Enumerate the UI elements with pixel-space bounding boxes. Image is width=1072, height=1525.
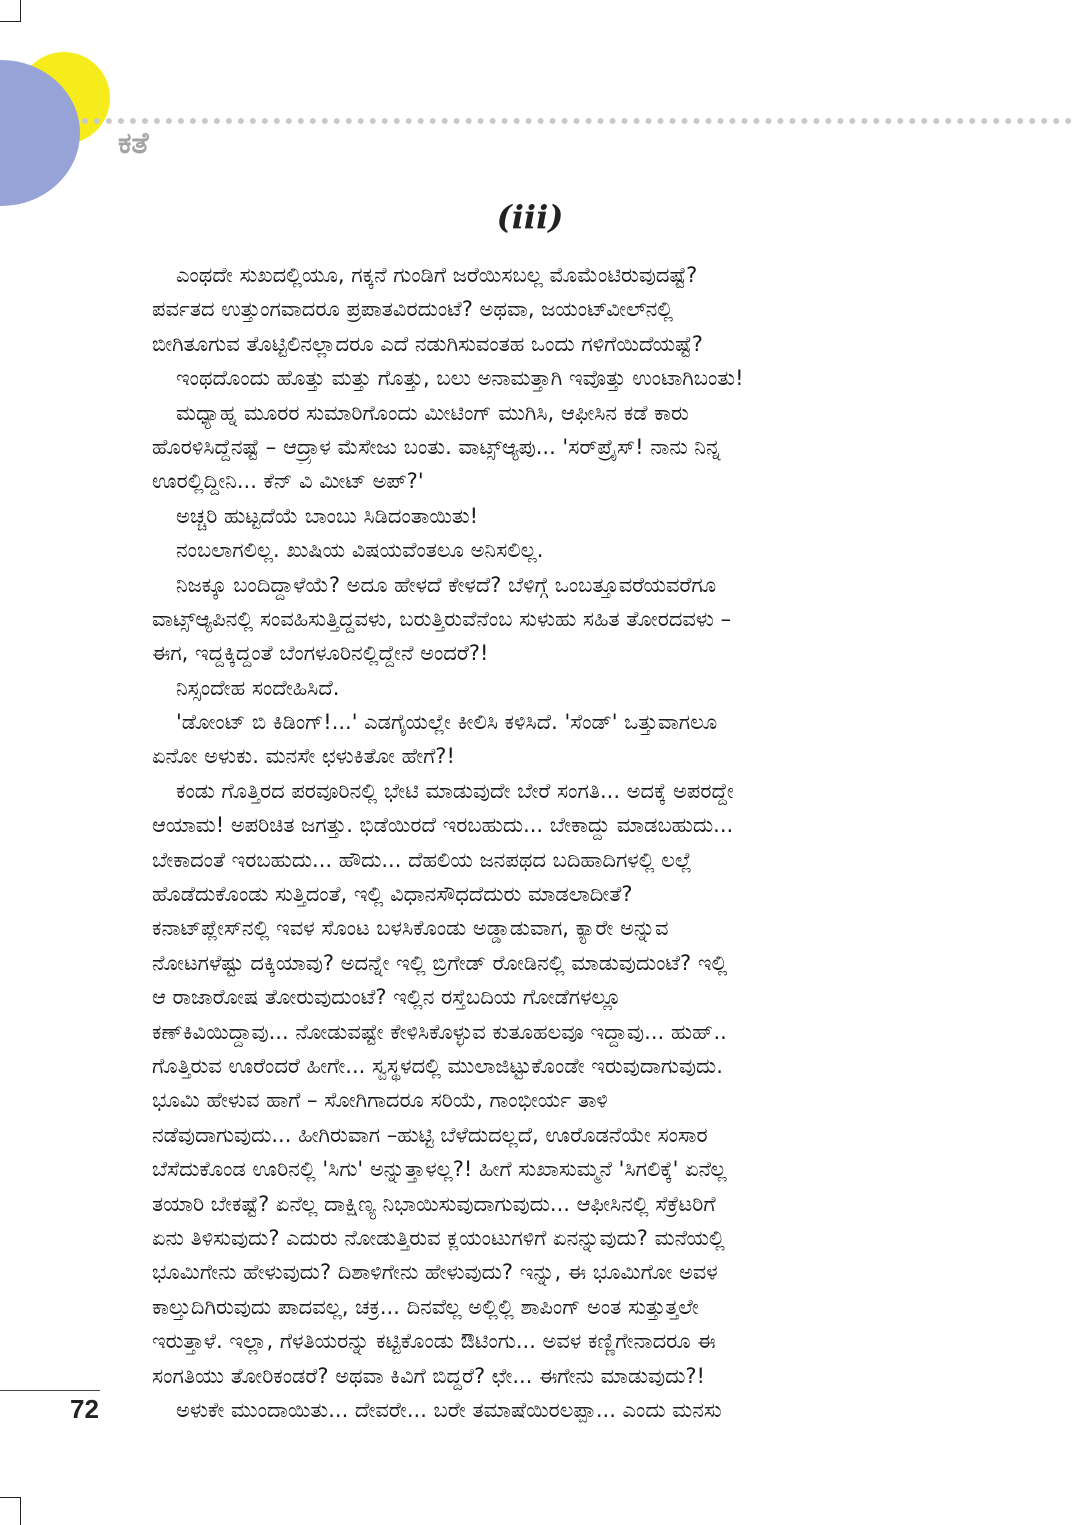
text-line: ಕಾಲ್ತುದಿಗಿರುವುದು ಪಾದವಲ್ಲ, ಚಕ್ರ... ದಿನವೆಲ್ಲ ಅಲ್ಲಿಲ್ಲಿ ಶಾಪಿಂಗ್ ಅಂತ ಸುತ್ತುತ್ತಲೇ [152, 1294, 699, 1319]
text-line: ನಿಜಕ್ಕೂ ಬಂದಿದ್ದಾಳೆಯೆ? ಅದೂ ಹೇಳದೆ ಕೇಳದೆ? ಬೆಳಿಗ್ಗೆ ಒಂಬತ್ತೂವರೆಯವರೆಗೂ [176, 572, 717, 597]
text-line: ಮಧ್ಯಾಹ್ನ ಮೂರರ ಸುಮಾರಿಗೊಂದು ಮೀಟಿಂಗ್ ಮುಗಿಸಿ, ಆಫೀಸಿನ ಕಡೆ ಕಾರು [176, 400, 689, 425]
story-text [152, 258, 902, 1427]
text-line: ನೋಟಗಳೆಷ್ಟು ದಕ್ಕಿಯಾವು? ಅದನ್ನೇ ಇಲ್ಲಿ ಬ್ರಿಗೇಡ್ ರೋಡಿನಲ್ಲಿ ಮಾಡುವುದುಂಟೆ? ಇಲ್ಲಿ [152, 950, 728, 975]
text-line: ಅಳುಕೇ ಮುಂದಾಯಿತು... ದೇವರೇ... ಬರೇ ತಮಾಷೆಯಿರಲಪ್ಪಾ... ಎಂದು ಮನಸು [176, 1397, 722, 1422]
text-line: ಹೊರಳಿಸಿದ್ದೆನಷ್ಟೆ – ಆದ್ರ್ರಾಳ ಮೆಸೇಜು ಬಂತು. ವಾಟ್ಸ್‌ಆ್ಯಪು... 'ಸರ್‌ಪ್ರೈಸ್! ನಾನು ನಿನ್ನ [152, 434, 721, 459]
text-line: ಕಂಡು ಗೊತ್ತಿರದ ಪರವೂರಿನಲ್ಲಿ ಭೇಟಿ ಮಾಡುವುದೇ ಬೇರೆ ಸಂಗತಿ... ಅದಕ್ಕೆ ಅಪರದ್ದೇ [176, 778, 734, 803]
text-line: ಏನು ತಿಳಿಸುವುದು? ಎದುರು ನೋಡುತ್ತಿರುವ ಕ್ಲಯಂಟುಗಳಿಗೆ ಏನನ್ನುವುದು? ಮನೆಯಲ್ಲಿ [152, 1225, 725, 1250]
section-label: ಕತೆ [118, 126, 149, 161]
text-line: ಎಂಥದೇ ಸುಖದಲ್ಲಿಯೂ, ಗಕ್ಕನೆ ಗುಂಡಿಗೆ ಜರೆಯಿಸಬಲ್ಲ ಮೊಮೆಂಟಿರುವುದಷ್ಟೆ? [176, 263, 698, 287]
crop-mark-bottom-vertical [20, 1497, 21, 1525]
text-line: ಊರಲ್ಲಿದ್ದೀನಿ... ಕೆನ್ ವಿ ಮೀಟ್ ಅಪ್?' [152, 469, 424, 494]
text-line: ಭೂಮಿ ಹೇಳುವ ಹಾಗೆ – ಸೋಗಿಗಾದರೂ ಸರಿಯೆ, ಗಾಂಭೀರ್ಯ ತಾಳಿ [152, 1088, 608, 1113]
text-line: ಸಂಗತಿಯು ತೋರಿಕಂಡರೆ? ಅಥವಾ ಕಿವಿಗೆ ಬಿದ್ದರೆ? ಛೇ... ಈಗೇನು ಮಾಡುವುದು?! [152, 1363, 705, 1388]
text-line: ಕಣ್‌ಕಿವಿಯಿದ್ದಾವು... ನೋಡುವಷ್ಟೇ ಕೇಳಿಸಿಕೊಳ್ಳುವ ಕುತೂಹಲವೂ ಇದ್ದಾವು... ಹುಹ್.. [152, 1019, 727, 1044]
text-line: ನಡೆವುದಾಗುವುದು... ಹೀಗಿರುವಾಗ –ಹುಟ್ಟಿ ಬೆಳೆದುದಲ್ಲದೆ, ಊರೊಡನೆಯೇ ಸಂಸಾರ [152, 1122, 708, 1147]
page-number: 72 [70, 1394, 99, 1424]
text-line: ತಯಾರಿ ಬೇಕಷ್ಟೆ? ಏನೆಲ್ಲ ದಾಕ್ಷಿಣ್ಯ ನಿಭಾಯಿಸುವುದಾಗುವುದು... ಆಫೀಸಿನಲ್ಲಿ ಸೆಕ್ರೆಟರಿಗೆ [152, 1191, 716, 1216]
crop-mark-top-vertical [20, 0, 21, 22]
part-heading: (iii) [496, 198, 564, 236]
text-line: 'ಡೋಂಟ್ ಬಿ ಕಿಡಿಂಗ್!...' ಎಡಗೈಯಲ್ಲೇ ಕೀಲಿಸಿ ಕಳಿಸಿದೆ. 'ಸೆಂಡ್' ಒತ್ತುವಾಗಲೂ [176, 710, 718, 735]
text-line: ಆಯಾಮ! ಅಪರಿಚಿತ ಜಗತ್ತು. ಭಿಡೆಯಿರದೆ ಇರಬಹುದು... ಬೇಕಾದ್ದು ಮಾಡಬಹುದು... [152, 813, 734, 838]
folio-rule [0, 1390, 100, 1391]
text-line: ಇಂಥದೊಂದು ಹೊತ್ತು ಮತ್ತು ಗೊತ್ತು, ಬಲು ಅನಾಮತ್ತಾಗಿ ಇವೊತ್ತು ಉಂಟಾಗಿಬಂತು! [176, 366, 744, 391]
header-dotted-rule [82, 118, 1072, 124]
text-line: ಭೂಮಿಗೇನು ಹೇಳುವುದು? ದಿಶಾಳಿಗೇನು ಹೇಳುವುದು? ಇನ್ನು, ಈ ಭೂಮಿಗೋ ಅವಳ [152, 1260, 718, 1285]
text-line: ಆ ರಾಜಾರೋಷ ತೋರುವುದುಂಟೆ? ಇಲ್ಲಿನ ರಸ್ತೆಬದಿಯ ಗೋಡೆಗಳಲ್ಲೂ [152, 985, 622, 1010]
text-line: ಈಗ, ಇದ್ದಕ್ಕಿದ್ದಂತೆ ಬೆಂಗಳೂರಿನಲ್ಲಿದ್ದೇನೆ ಅಂದರೆ?! [152, 641, 489, 666]
text-line: ಏನೋ ಅಳುಕು. ಮನಸೇ ಛಳುಕಿತೋ ಹೇಗೆ?! [152, 744, 455, 769]
text-line: ಅಚ್ಚರಿ ಹುಟ್ಟದೆಯೆ ಬಾಂಬು ಸಿಡಿದಂತಾಯಿತು! [176, 503, 479, 528]
text-line: ನಿಸ್ಸಂದೇಹ ಸಂದೇಹಿಸಿದೆ. [176, 675, 340, 700]
text-line: ಹೊಡೆದುಕೊಂಡು ಸುತ್ತಿದಂತೆ, ಇಲ್ಲಿ ವಿಧಾನಸೌಧದೆದುರು ಮಾಡಲಾದೀತೆ? [152, 882, 633, 907]
text-line: ಇರುತ್ತಾಳೆ. ಇಲ್ಲಾ, ಗೆಳತಿಯರನ್ನು ಕಟ್ಟಿಕೊಂಡು ಔಟಿಂಗು... ಅವಳ ಕಣ್ಣಿಗೇನಾದರೂ ಈ [152, 1329, 716, 1354]
text-line: ಗೊತ್ತಿರುವ ಊರೆಂದರೆ ಹೀಗೇ... ಸ್ವಸ್ಥಳದಲ್ಲಿ ಮುಲಾಜಿಟ್ಟುಕೊಂಡೇ ಇರುವುದಾಗುವುದು. [152, 1053, 723, 1078]
text-line: ವಾಟ್ಸ್‌ಆ್ಯಪಿನಲ್ಲಿ ಸಂವಹಿಸುತ್ತಿದ್ದವಳು, ಬರುತ್ತಿರುವೆನೆಂಬ ಸುಳುಹು ಸಹಿತ ತೋರದವಳು – [152, 606, 732, 631]
crop-mark-bottom-horizontal [0, 1497, 21, 1498]
text-line: ಬೇಕಾದಂತೆ ಇರಬಹುದು... ಹೌದು... ದೆಹಲಿಯ ಜನಪಥದ ಬದಿಹಾದಿಗಳಲ್ಲಿ ಲಲ್ಲೆ [152, 847, 692, 872]
text-line: ಪರ್ವತದ ಉತ್ತುಂಗವಾದರೂ ಪ್ರಪಾತವಿರದುಂಟೆ? ಅಥವಾ, ಜಯಂಟ್‍ವೀಲ್‍ನಲ್ಲಿ [152, 297, 674, 322]
text-line: ಬೀಗಿತೂಗುವ ತೊಟ್ಟಿಲಿನಲ್ಲಾದರೂ ಎದೆ ನಡುಗಿಸುವಂತಹ ಒಂದು ಗಳಿಗೆಯಿದೆಯಷ್ಟೆ? [152, 331, 703, 356]
text-line: ನಂಬಲಾಗಲಿಲ್ಲ. ಖುಷಿಯ ವಿಷಯವೆಂತಲೂ ಅನಿಸಲಿಲ್ಲ. [176, 538, 544, 563]
text-line: ಕನಾಟ್‌ಪ್ಲೇಸ್‌ನಲ್ಲಿ ಇವಳ ಸೊಂಟ ಬಳಸಿಕೊಂಡು ಅಡ್ಡಾಡುವಾಗ, ಕ್ಯಾರೇ ಅನ್ನುವ [152, 916, 669, 941]
text-line: ಬೆಸೆದುಕೊಂಡ ಊರಿನಲ್ಲಿ 'ಸಿಗು' ಅನ್ನುತ್ತಾಳಲ್ಲ?! ಹೀಗೆ ಸುಖಾಸುಮ್ಮನೆ 'ಸಿಗಲಿಕ್ಕೆ' ಏನೆಲ್ಲ [152, 1157, 727, 1182]
crop-mark-top-horizontal [0, 21, 21, 22]
